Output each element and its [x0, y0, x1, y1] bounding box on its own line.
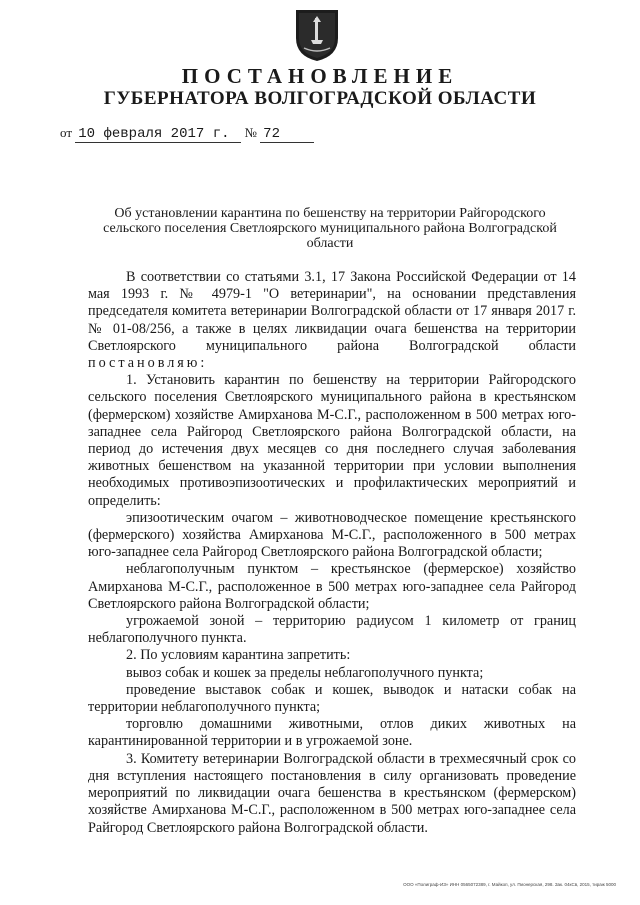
paragraph-2b: проведение выставок собак и кошек, выводок и натаски собак на территории неблагополучного пункта; — [88, 681, 576, 716]
document-subject: Об установлении карантина по бешенству на территории Райгородского сельского поселения Светлоярского муниципального района Волгоградской области — [103, 206, 557, 251]
number-label: № — [244, 125, 257, 140]
paragraph-1b: неблагополучным пунктом – крестьянское (фермерское) хозяйство Амирханова М-С.Г., расположенное в 500 метрах юго-западнее села Райгород Светлоярского района Волгоградской области; — [88, 561, 576, 612]
paragraph-3: 3. Комитету ветеринарии Волгоградской области в трехмесячный срок со дня вступления настоящего постановления в силу организовать проведение мероприятий по ликвидации очага бешенства в крестьянском (фермерском) хозяйстве Амирханова М-С.Г., расположенном в 500 метрах юго-западнее села Райгород Светлоярского района Волгоградской области. — [88, 750, 576, 836]
paragraph-1: 1. Установить карантин по бешенству на территории Райгородского сельского поселения Светлоярского муниципального района в крестьянском (фермерском) хозяйстве Амирханова М-С.Г., расположенном в 500 метрах юго-западнее села Райгород Светлоярского района Волгоградской области, на период до истечения двух месяцев со дня последнего случая заболевания животных бешенством на указанной территории при условии выполнения необходимых противоэпизоотических и профилактических мероприятий и определить: — [88, 372, 576, 509]
date-from-label: от — [60, 125, 73, 140]
document-body — [88, 269, 576, 837]
decree-word: постановляю: — [88, 355, 208, 372]
document-subtitle: ГУБЕРНАТОРА ВОЛГОГРАДСКОЙ ОБЛАСТИ — [103, 88, 537, 109]
preamble-text: В соответствии со статьями 3.1, 17 Закона Российской Федерации от 14 мая 1993 г. № 4979-1 "О ветеринарии", на основании представления председателя комитета ветеринарии Волгоградской области от 17 января 2017 г. № 01-08/256, а также в целях ликвидации очага бешенства на территории Светлоярского муниципального района Волгоградской области — [88, 269, 576, 354]
paragraph-2a: вывоз собак и кошек за пределы неблагополучного пункта; — [126, 664, 484, 681]
printer-imprint: ООО «Полиграф-ИЗ» ИНН 0565072389, г. Майкоп, ул. Пионерская, 298. Зак. 04кСв, 2015, тираж 5000 — [403, 882, 616, 887]
document-title: ПОСТАНОВЛЕНИЕ — [181, 64, 459, 88]
document-date: 10 февраля 2017 г. — [75, 126, 241, 143]
dateline — [60, 125, 314, 143]
paragraph-1a: эпизоотическим очагом – животноводческое помещение крестьянского (фермерского) хозяйства Амирханова М-С.Г., расположенного в 500 метрах юго-западнее села Райгород Светлоярского района Волгоградской области; — [88, 509, 576, 561]
paragraph-1c: угрожаемой зоной – территорию радиусом 1 километр от границ неблагополучного пункта. — [88, 613, 576, 647]
paragraph-2: 2. По условиям карантина запретить: — [126, 647, 351, 664]
coat-of-arms-icon — [294, 8, 340, 62]
document-number: 72 — [260, 126, 314, 143]
paragraph-2c: торговлю домашними животными, отлов диких животных на карантинированной территории и в угрожаемой зоне. — [88, 716, 576, 750]
preamble — [88, 269, 576, 372]
